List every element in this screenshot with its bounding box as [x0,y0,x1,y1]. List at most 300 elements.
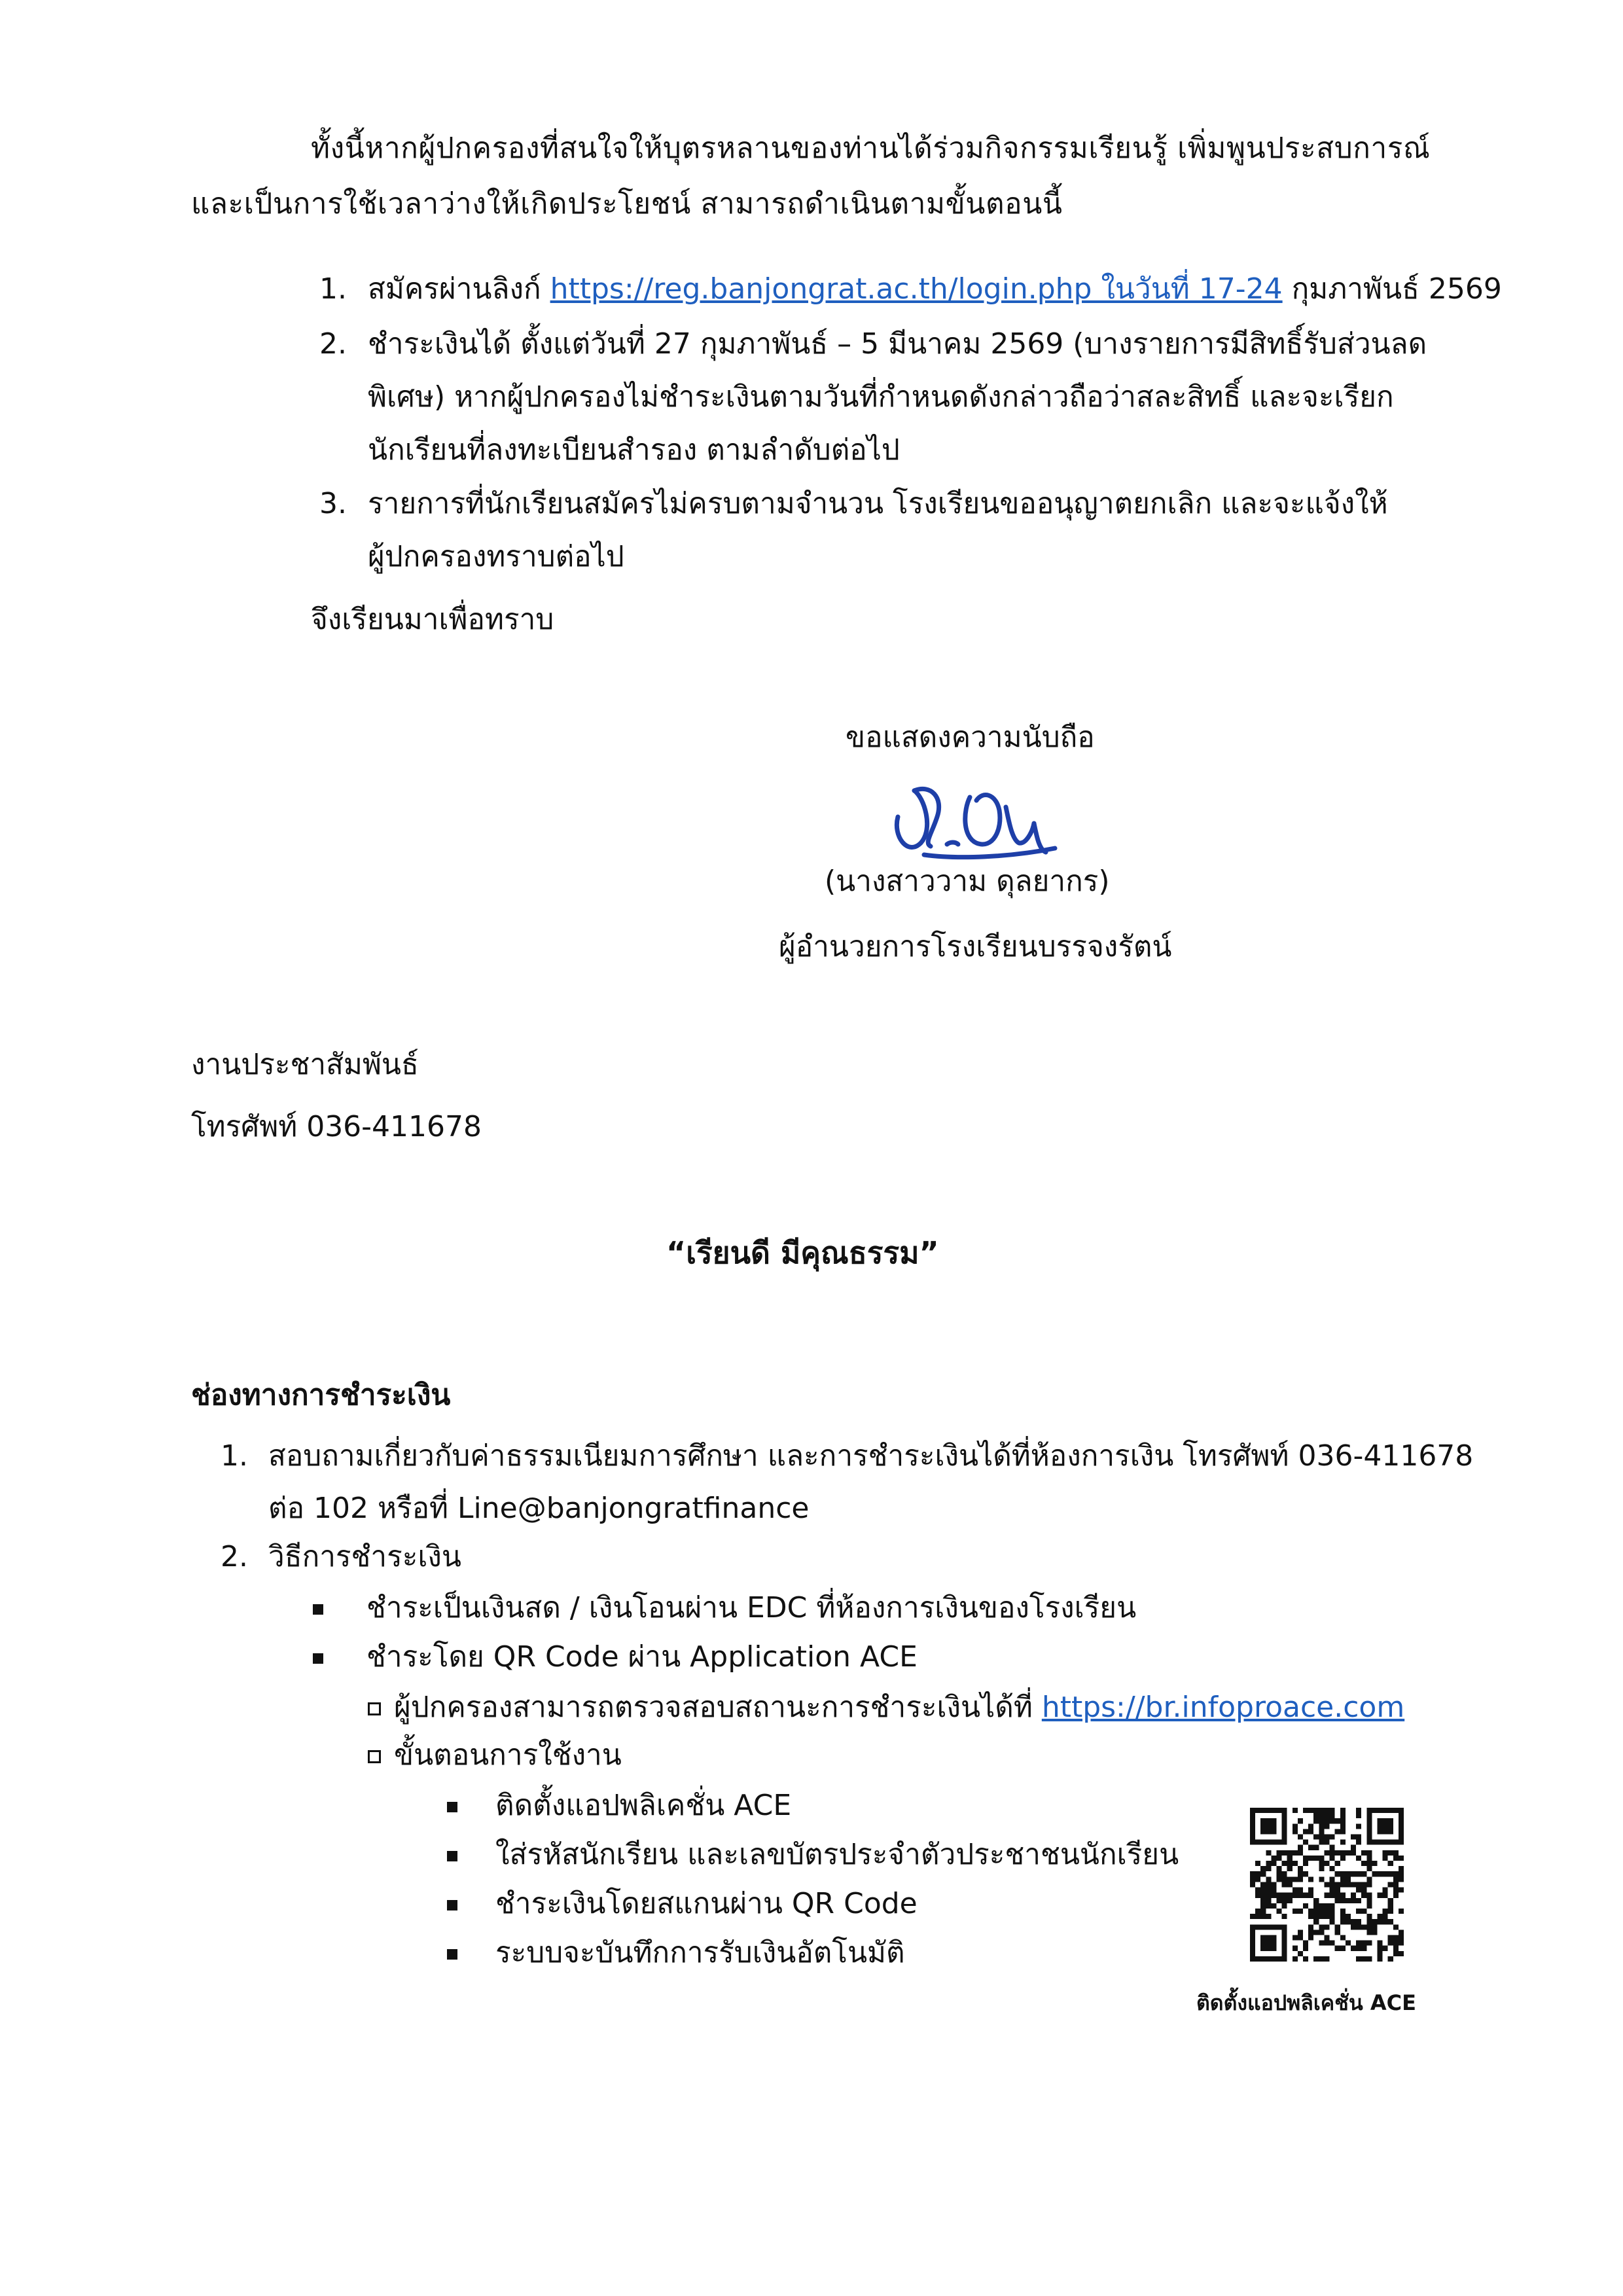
qr-module [1335,1893,1340,1898]
qr-module [1330,1882,1335,1887]
closing-text: จึงเรียนมาเพื่อทราบ [311,603,554,636]
qr-module [1377,1919,1382,1924]
qr-module [1388,1829,1393,1834]
qr-module [1319,1876,1324,1882]
payment-item-1-line-1: สอบถามเกี่ยวกับค่าธรรมเนียมการศึกษา และการชำระเงินได้ที่ห้องการเงิน โทรศัพท์ 036-411678 [268,1439,1474,1473]
qr-module [1399,1951,1404,1956]
qr-module [1366,1829,1372,1834]
bullet-1-text: ชำระเป็นเงินสด / เงินโอนผ่าน EDC ที่ห้องการเงินของโรงเรียน [366,1591,1137,1624]
qr-module [1271,1818,1276,1823]
qr-module [1287,1876,1293,1882]
qr-module [1303,1941,1308,1946]
qr-module [1340,1919,1346,1924]
qr-module [1361,1941,1366,1946]
qr-module [1399,1813,1404,1818]
qr-module [1266,1914,1271,1919]
qr-module [1351,1919,1356,1924]
qr-module [1287,1898,1293,1903]
qr-module [1277,1871,1282,1876]
qr-module [1330,1818,1335,1823]
qr-module [1282,1929,1287,1935]
qr-module [1293,1850,1298,1856]
qr-module [1250,1813,1255,1818]
qr-module [1388,1808,1393,1813]
qr-module [1319,1941,1324,1946]
qr-module [1330,1893,1335,1898]
qr-module [1324,1903,1329,1909]
qr-module [1351,1924,1356,1929]
qr-module [1361,1850,1366,1856]
qr-module [1324,1941,1329,1946]
step-1-suffix: กุมภาพันธ์ 2569 [1282,272,1502,306]
qr-module [1356,1888,1361,1893]
qr-module [1308,1829,1313,1834]
qr-module [1319,1929,1324,1935]
qr-module [1372,1840,1377,1845]
qr-module [1388,1850,1393,1856]
qr-module [1351,1871,1356,1876]
qr-module [1366,1924,1372,1929]
qr-module [1298,1951,1303,1956]
qr-module [1255,1909,1260,1914]
qr-module [1287,1850,1293,1856]
square-bullet-icon [447,1949,457,1960]
qr-module [1356,1898,1361,1903]
qr-module [1366,1840,1372,1845]
qr-module [1356,1919,1361,1924]
qr-module [1282,1935,1287,1940]
qr-module [1356,1924,1361,1929]
bullet-1 [313,1589,1136,1626]
qr-module [1383,1946,1388,1951]
qr-module [1377,1951,1382,1956]
qr-module [1366,1914,1372,1919]
payment-status-link[interactable]: https://br.infoproace.com [1041,1691,1405,1724]
qr-module [1313,1808,1319,1813]
qr-module [1293,1935,1298,1940]
qr-module [1361,1871,1366,1876]
qr-module [1340,1935,1346,1940]
qr-module [1298,1893,1303,1898]
qr-module [1383,1808,1388,1813]
qr-module [1298,1850,1303,1856]
qr-module [1255,1808,1260,1813]
qr-module [1351,1946,1356,1951]
qr-module [1366,1919,1372,1924]
usage-step [447,1836,1179,1873]
qr-module [1340,1871,1346,1876]
qr-module [1340,1909,1346,1914]
qr-module [1298,1888,1303,1893]
qr-module [1298,1929,1303,1935]
qr-module [1250,1929,1255,1935]
qr-module [1351,1850,1356,1856]
qr-caption: ติดตั้งแอปพลิเคชั่น ACE [1196,1990,1417,2015]
qr-module [1399,1871,1404,1876]
qr-module [1366,1876,1372,1882]
qr-module [1271,1935,1276,1940]
qr-module [1313,1903,1319,1909]
qr-module [1255,1888,1260,1893]
qr-module [1383,1919,1388,1924]
qr-module [1377,1808,1382,1813]
qr-module [1340,1808,1346,1813]
qr-module [1335,1871,1340,1876]
qr-module [1282,1882,1287,1887]
qr-module [1393,1893,1399,1898]
qr-module [1356,1813,1361,1818]
qr-module [1277,1876,1282,1882]
qr-module [1393,1882,1399,1887]
qr-module [1255,1876,1260,1882]
qr-module [1361,1861,1366,1866]
qr-module [1356,1956,1361,1962]
qr-module [1351,1898,1356,1903]
qr-module [1287,1861,1293,1866]
qr-module [1356,1941,1361,1946]
qr-module [1255,1914,1260,1919]
qr-module [1255,1871,1260,1876]
qr-module [1271,1823,1276,1829]
intro-line-2: และเป็นการใช้เวลาว่างให้เกิดประโยชน์ สามารถดำเนินตามขั้นตอนนี้ [191,187,1063,221]
qr-module [1361,1882,1366,1887]
qr-module [1260,1903,1266,1909]
qr-module [1399,1856,1404,1861]
qr-module [1293,1823,1298,1829]
qr-module [1308,1888,1313,1893]
qr-module [1335,1818,1340,1823]
qr-module [1361,1956,1366,1962]
ace-app-qr-code[interactable] [1250,1808,1404,1962]
qr-module [1255,1893,1260,1898]
qr-module [1319,1924,1324,1929]
qr-module [1324,1850,1329,1856]
qr-module [1282,1898,1287,1903]
qr-module [1298,1818,1303,1823]
qr-module [1388,1956,1393,1962]
qr-module [1324,1956,1329,1962]
qr-module [1266,1861,1271,1866]
qr-module [1324,1808,1329,1813]
qr-module [1250,1823,1255,1829]
qr-module [1330,1845,1335,1850]
hollow-square-bullet-icon [368,1750,381,1763]
qr-module [1377,1941,1382,1946]
qr-module [1399,1929,1404,1935]
qr-module [1340,1898,1346,1903]
qr-module [1388,1935,1393,1940]
qr-module [1356,1835,1361,1840]
qr-module [1250,1871,1255,1876]
qr-module [1372,1929,1377,1935]
qr-module [1399,1840,1404,1845]
qr-module [1393,1941,1399,1946]
sub-bullet-2-text: ขั้นตอนการใช้งาน [394,1738,622,1772]
qr-module [1393,1876,1399,1882]
qr-module [1324,1813,1329,1818]
qr-module [1324,1882,1329,1887]
qr-module [1340,1914,1346,1919]
qr-module [1308,1924,1313,1929]
qr-module [1250,1882,1255,1887]
qr-module [1372,1871,1377,1876]
qr-module [1399,1935,1404,1940]
qr-module [1388,1840,1393,1845]
qr-module [1313,1845,1319,1850]
qr-module [1282,1829,1287,1834]
qr-module [1366,1929,1372,1935]
qr-module [1282,1914,1287,1919]
qr-module [1293,1956,1298,1962]
qr-module [1330,1909,1335,1914]
qr-module [1293,1893,1298,1898]
payment-heading: ช่องทางการชำระเงิน [191,1378,451,1412]
step-3-line-1: รายการที่นักเรียนสมัครไม่ครบตามจำนวน โรงเรียนขออนุญาตยกเลิก และจะแจ้งให้ [368,487,1388,520]
qr-module [1250,1935,1255,1940]
qr-module [1366,1823,1372,1829]
qr-module [1250,1818,1255,1823]
handwritten-signature [885,771,1075,869]
qr-module [1340,1818,1346,1823]
qr-module [1383,1893,1388,1898]
qr-module [1346,1871,1351,1876]
qr-module [1250,1914,1255,1919]
qr-module [1250,1946,1255,1951]
qr-module [1366,1893,1372,1898]
qr-module [1356,1856,1361,1861]
qr-module [1266,1903,1271,1909]
qr-module [1266,1876,1271,1882]
qr-module [1324,1924,1329,1929]
qr-module [1351,1845,1356,1850]
qr-module [1388,1871,1393,1876]
qr-module [1319,1823,1324,1829]
qr-module [1308,1876,1313,1882]
qr-module [1393,1850,1399,1856]
payment-item-1-number: 1. [221,1439,248,1473]
usage-step-text: ระบบจะบันทึกการรับเงินอัตโนมัติ [495,1936,905,1969]
qr-module [1293,1861,1298,1866]
qr-module [1330,1903,1335,1909]
qr-module [1351,1893,1356,1898]
qr-module [1250,1951,1255,1956]
qr-module [1266,1882,1271,1887]
square-bullet-icon [447,1851,457,1861]
qr-module [1271,1941,1276,1946]
qr-module [1282,1903,1287,1909]
qr-module [1313,1909,1319,1914]
qr-module [1340,1882,1346,1887]
qr-module [1293,1876,1298,1882]
qr-module [1319,1866,1324,1871]
qr-module [1361,1924,1366,1929]
qr-module [1319,1835,1324,1840]
qr-module [1282,1871,1287,1876]
qr-module [1366,1861,1372,1866]
qr-module [1293,1829,1298,1834]
qr-module [1260,1871,1266,1876]
qr-module [1308,1935,1313,1940]
qr-module [1260,1914,1266,1919]
qr-module [1266,1808,1271,1813]
qr-module [1377,1818,1382,1823]
qr-module [1330,1941,1335,1946]
qr-module [1393,1946,1399,1951]
qr-module [1335,1882,1340,1887]
qr-module [1346,1850,1351,1856]
qr-module [1313,1914,1319,1919]
bullet-2 [313,1638,918,1676]
qr-module [1282,1876,1287,1882]
qr-module [1282,1893,1287,1898]
qr-module [1383,1823,1388,1829]
qr-module [1313,1898,1319,1903]
qr-module [1399,1941,1404,1946]
qr-module [1271,1924,1276,1929]
qr-module [1277,1898,1282,1903]
qr-module [1260,1840,1266,1845]
qr-module [1324,1861,1329,1866]
qr-module [1330,1914,1335,1919]
qr-module [1324,1909,1329,1914]
qr-module [1340,1840,1346,1845]
qr-module [1393,1808,1399,1813]
qr-module [1266,1941,1271,1946]
qr-module [1319,1956,1324,1962]
qr-module [1260,1898,1266,1903]
qr-module [1335,1861,1340,1866]
qr-module [1399,1876,1404,1882]
qr-module [1383,1818,1388,1823]
qr-module [1266,1818,1271,1823]
qr-module [1361,1946,1366,1951]
contact-phone: โทรศัพท์ 036-411678 [191,1110,482,1143]
qr-module [1366,1898,1372,1903]
qr-module [1324,1893,1329,1898]
qr-module [1393,1924,1399,1929]
qr-module [1319,1909,1324,1914]
qr-module [1303,1861,1308,1866]
qr-module [1356,1909,1361,1914]
signatory-position: ผู้อำนวยการโรงเรียนบรรจงรัตน์ [779,930,1172,963]
qr-module [1330,1813,1335,1818]
qr-module [1282,1850,1287,1856]
qr-module [1366,1808,1372,1813]
qr-module [1377,1914,1382,1919]
qr-module [1335,1924,1340,1929]
qr-module [1383,1850,1388,1856]
qr-module [1399,1808,1404,1813]
qr-module [1266,1829,1271,1834]
qr-module [1319,1914,1324,1919]
qr-module [1282,1823,1287,1829]
qr-module [1340,1813,1346,1818]
qr-module [1250,1808,1255,1813]
qr-module [1356,1946,1361,1951]
qr-module [1260,1829,1266,1834]
qr-module [1319,1903,1324,1909]
qr-module [1383,1914,1388,1919]
qr-module [1282,1808,1287,1813]
qr-module [1313,1835,1319,1840]
qr-module [1319,1856,1324,1861]
qr-module [1388,1818,1393,1823]
qr-module [1377,1871,1382,1876]
qr-module [1298,1866,1303,1871]
registration-link[interactable]: https://reg.banjongrat.ac.th/login.php ในวันที่ 17-24 [550,272,1283,306]
qr-module [1393,1951,1399,1956]
usage-step-text: ใส่รหัสนักเรียน และเลขบัตรประจำตัวประชาชนนักเรียน [495,1838,1179,1871]
step-1 [368,270,1502,308]
qr-module [1287,1866,1293,1871]
qr-module [1266,1935,1271,1940]
qr-module [1388,1919,1393,1924]
qr-module [1330,1850,1335,1856]
qr-module [1324,1914,1329,1919]
qr-module [1330,1888,1335,1893]
qr-module [1330,1808,1335,1813]
qr-module [1372,1861,1377,1866]
qr-module [1282,1946,1287,1951]
qr-module [1303,1903,1308,1909]
school-motto: “เรียนดี มีคุณธรรม” [666,1235,939,1270]
qr-module [1271,1840,1276,1845]
qr-module [1388,1882,1393,1887]
square-bullet-icon [313,1653,323,1664]
usage-step-text: ติดตั้งแอปพลิเคชั่น ACE [495,1789,792,1822]
qr-module [1372,1919,1377,1924]
qr-module [1340,1850,1346,1856]
department-name: งานประชาสัมพันธ์ [191,1048,419,1081]
step-1-prefix: สมัครผ่านลิงก์ [368,272,550,306]
qr-module [1298,1845,1303,1850]
qr-module [1383,1856,1388,1861]
qr-module [1303,1956,1308,1962]
qr-module [1377,1823,1382,1829]
qr-module [1388,1903,1393,1909]
intro-line-1: ทั้งนี้หากผู้ปกครองที่สนใจให้บุตรหลานของท่านได้ร่วมกิจกรรมเรียนรู้ เพิ่มพูนประสบการณ์ [311,132,1431,165]
qr-module [1377,1946,1382,1951]
qr-module [1319,1829,1324,1834]
qr-module [1260,1941,1266,1946]
qr-module [1303,1893,1308,1898]
qr-module [1346,1941,1351,1946]
qr-module [1346,1882,1351,1887]
qr-module [1340,1823,1346,1829]
qr-module [1293,1808,1298,1813]
qr-module [1356,1871,1361,1876]
qr-module [1277,1808,1282,1813]
qr-module [1319,1840,1324,1845]
square-bullet-icon [447,1900,457,1910]
qr-module [1250,1835,1255,1840]
qr-module [1250,1941,1255,1946]
qr-module [1393,1871,1399,1876]
usage-step-text: ชำระเงินโดยสแกนผ่าน QR Code [495,1887,918,1920]
qr-module [1260,1909,1266,1914]
qr-module [1271,1903,1276,1909]
step-2-line-1: ชำระเงินได้ ตั้งแต่วันที่ 27 กุมภาพันธ์ – 5 มีนาคม 2569 (บางรายการมีสิทธิ์รับส่วนลด [368,327,1427,361]
qr-module [1313,1856,1319,1861]
qr-module [1377,1840,1382,1845]
qr-module [1303,1871,1308,1876]
qr-module [1399,1909,1404,1914]
qr-module [1324,1935,1329,1940]
qr-module [1335,1829,1340,1834]
qr-module [1260,1956,1266,1962]
qr-module [1399,1835,1404,1840]
qr-module [1313,1929,1319,1935]
